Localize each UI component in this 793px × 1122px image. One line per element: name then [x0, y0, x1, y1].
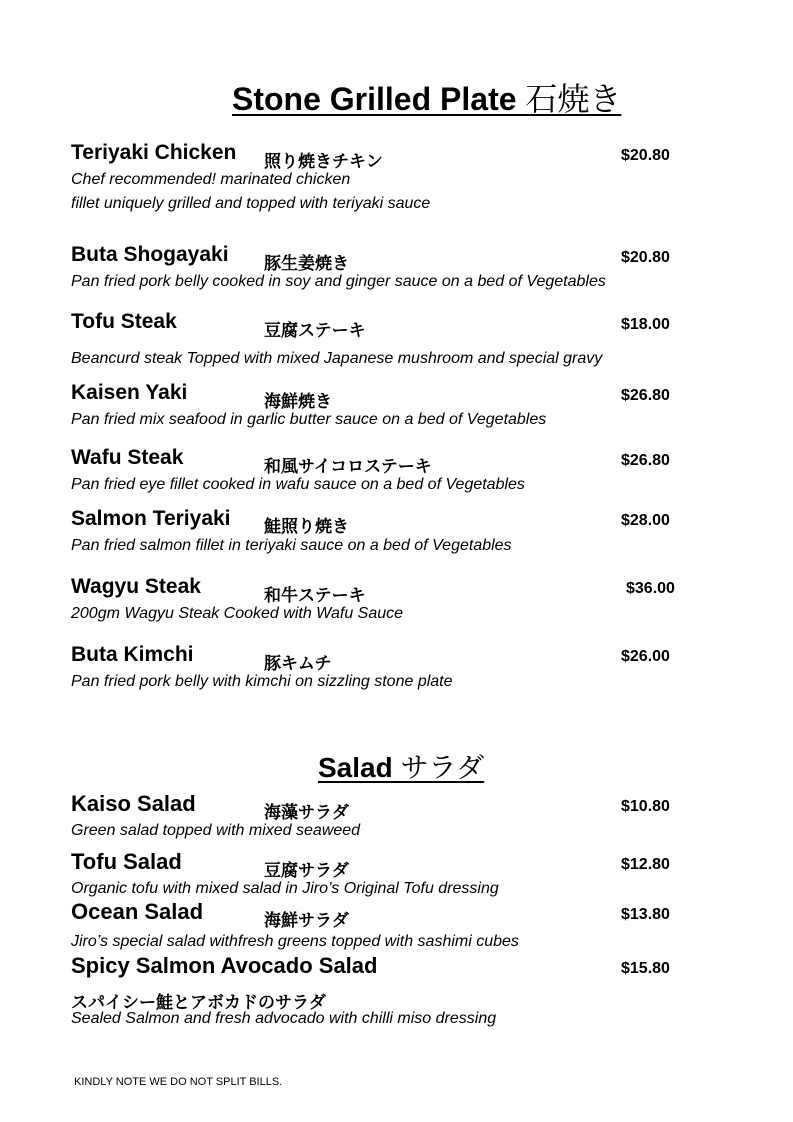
menu-item-name: Wafu Steak — [71, 446, 184, 469]
menu-item-description: Sealed Salmon and fresh advocado with chilli miso dressing — [71, 1010, 497, 1027]
menu-item-name: Kaiso Salad — [71, 791, 196, 816]
menu-item-jp-name: 海鮮焼き — [264, 392, 332, 412]
menu-item-jp-name: 和風サイコロステーキ — [264, 457, 432, 477]
menu-item-price: $12.80 — [621, 856, 670, 873]
menu-item-jp-name: 豚生姜焼き — [264, 254, 349, 274]
menu-item-name: Buta Kimchi — [71, 643, 194, 666]
salad-title-jp: サラダ — [400, 751, 485, 784]
stone-grilled-title-en: Stone Grilled Plate — [232, 81, 517, 117]
stone-grilled-title-jp: 石焼き — [525, 80, 622, 118]
menu-item-price: $26.00 — [621, 648, 670, 665]
menu-item-name: Buta Shogayaki — [71, 243, 229, 266]
menu-item-price: $26.80 — [621, 387, 670, 404]
menu-item-jp-name: 豚キムチ — [264, 654, 332, 674]
menu-item-price: $13.80 — [621, 906, 670, 923]
menu-item-jp-name: 海藻サラダ — [264, 803, 349, 823]
menu-item-price: $18.00 — [621, 316, 670, 333]
menu-item-jp-name: 照り焼きチキン — [264, 152, 383, 172]
menu-item-jp-name: 和牛ステーキ — [264, 586, 366, 606]
menu-item-description: Chef recommended! marinated chicken — [71, 171, 351, 188]
menu-item-description: Green salad topped with mixed seaweed — [71, 822, 361, 839]
menu-item-name: Kaisen Yaki — [71, 381, 188, 404]
salad-title-en: Salad — [318, 752, 393, 783]
menu-item-description: Organic tofu with mixed salad in Jiro’s Original Tofu dressing — [71, 880, 499, 897]
menu-item-jp-name: 豆腐サラダ — [264, 861, 349, 881]
menu-item-name: Spicy Salmon Avocado Salad — [71, 953, 378, 978]
menu-item-description: Pan fried pork belly cooked in soy and ginger sauce on a bed of Vegetables — [71, 273, 606, 290]
salad-title — [318, 746, 484, 786]
menu-item-name: Ocean Salad — [71, 899, 204, 924]
menu-item-jp-name: スパイシー鮭とアボカドのサラダ — [71, 993, 326, 1013]
menu-item-description: Jiro’s special salad withfresh greens topped with sashimi cubes — [71, 933, 519, 950]
menu-item-description: Beancurd steak Topped with mixed Japanese mushroom and special gravy — [71, 350, 603, 367]
menu-item-price: $10.80 — [621, 798, 670, 815]
menu-item-name: Salmon Teriyaki — [71, 507, 231, 530]
menu-item-price: $28.00 — [621, 512, 670, 529]
menu-item-price: $15.80 — [621, 960, 670, 977]
menu-item-description: Pan fried salmon fillet in teriyaki sauce on a bed of Vegetables — [71, 537, 512, 554]
menu-item-name: Wagyu Steak — [71, 575, 201, 598]
menu-item-jp-name: 海鮮サラダ — [264, 911, 349, 931]
menu-item-name: Tofu Salad — [71, 849, 182, 874]
menu-item-price: $26.80 — [621, 452, 670, 469]
footer-note: KINDLY NOTE WE DO NOT SPLIT BILLS. — [74, 1076, 283, 1088]
stone-grilled-title — [232, 74, 621, 120]
menu-item-price: $20.80 — [621, 147, 670, 164]
menu-item-name: Teriyaki Chicken — [71, 141, 237, 164]
menu-item-description: fillet uniquely grilled and topped with teriyaki sauce — [71, 195, 431, 212]
menu-item-jp-name: 鮭照り焼き — [264, 517, 349, 537]
menu-item-description: Pan fried mix seafood in garlic butter sauce on a bed of Vegetables — [71, 411, 547, 428]
menu-item-name: Tofu Steak — [71, 310, 177, 333]
menu-item-description: Pan fried pork belly with kimchi on sizzling stone plate — [71, 673, 453, 690]
menu-item-price: $36.00 — [626, 580, 675, 597]
menu-item-jp-name: 豆腐ステーキ — [264, 321, 366, 341]
menu-item-description: Pan fried eye fillet cooked in wafu sauce on a bed of Vegetables — [71, 476, 525, 493]
menu-item-price: $20.80 — [621, 249, 670, 266]
menu-item-description: 200gm Wagyu Steak Cooked with Wafu Sauce — [71, 605, 404, 622]
